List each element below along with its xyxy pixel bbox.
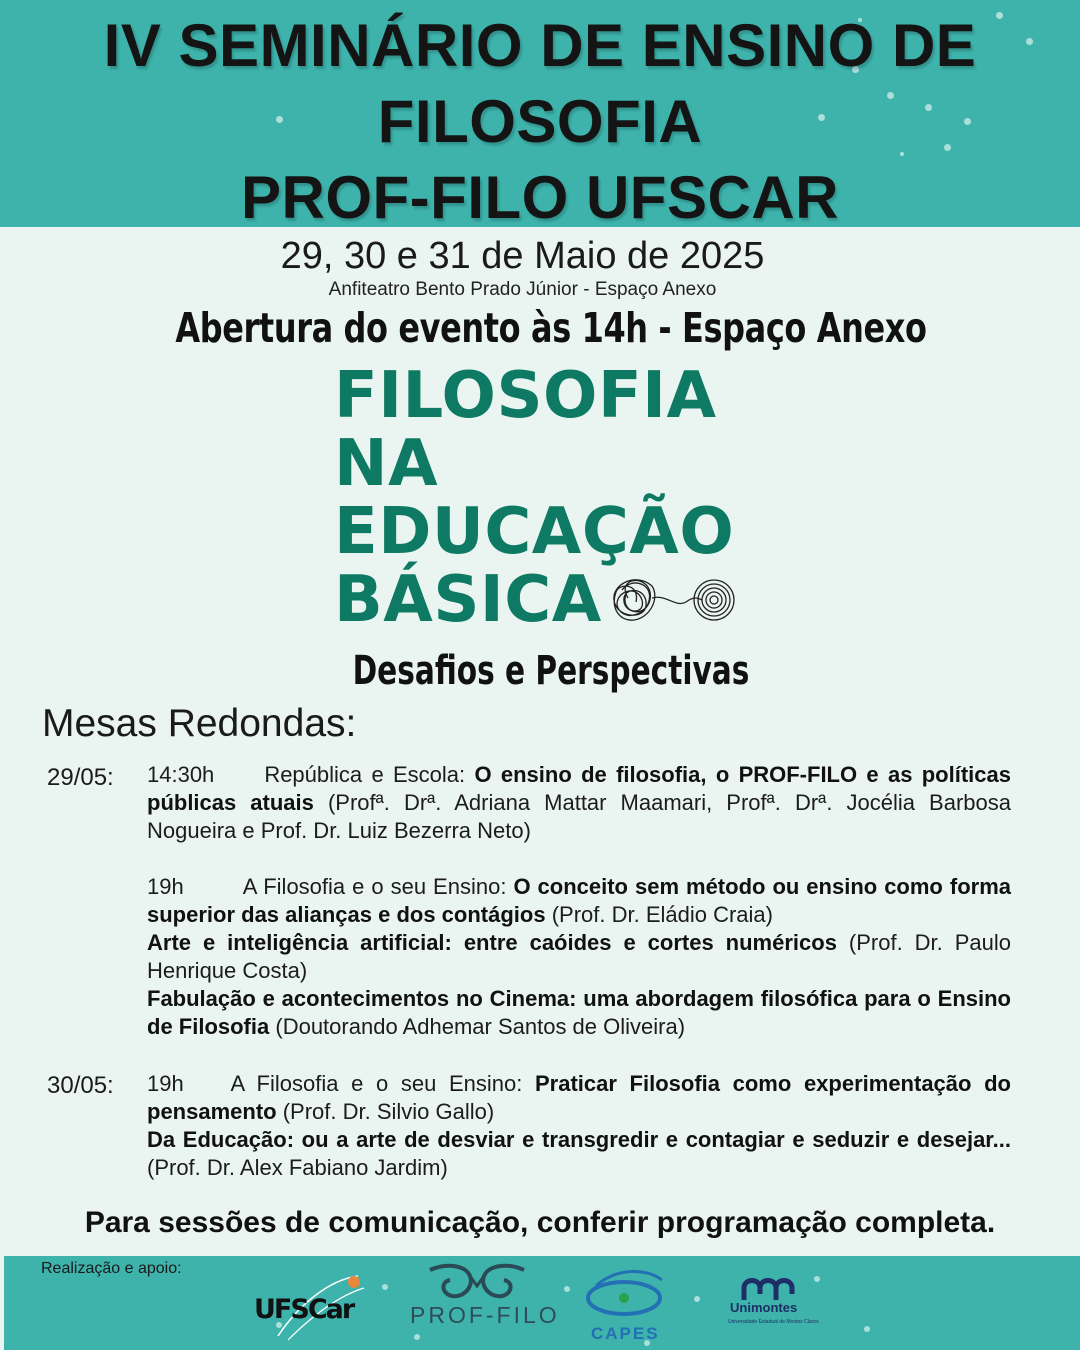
day-label-1: 29/05:	[47, 764, 114, 791]
sponsor-label: Realização e apoio:	[41, 1260, 182, 1277]
session-table: República e Escola:	[264, 762, 466, 787]
session-title: O ensino de filosofia, o PROF-FILO e as políticas públicas atuais	[147, 762, 1011, 815]
schedule-heading: Mesas Redondas:	[42, 702, 357, 745]
program-note: Para sessões de comunicação, conferir programação completa.	[84, 1206, 996, 1239]
session-title: Da Educação: ou a arte de desviar e transgredir e contagiar e seduzir e desejar...	[147, 1127, 1011, 1152]
event-venue: Anfiteatro Bento Prado Júnior - Espaço Anexo	[328, 279, 717, 300]
session-table: A Filosofia e o seu Ensino:	[230, 1071, 523, 1096]
title-line-3: PROF-FILO UFSCAR	[241, 164, 839, 227]
title-line-2: FILOSOFIA	[377, 88, 703, 155]
unimontes-logo-icon	[726, 1274, 818, 1346]
decor-dot	[564, 1286, 570, 1292]
session-speakers: (Prof. Dr. Paulo Henrique Costa)	[147, 930, 1011, 983]
session-speakers: (Prof. Dr. Alex Fabiano Jardim)	[147, 1155, 448, 1180]
sponsor-bar	[4, 1256, 1080, 1350]
session-speakers: (Prof. Dr. Silvio Gallo)	[282, 1099, 495, 1124]
ufscar-logo-text: UFSCar	[254, 1294, 354, 1325]
theme-line-3: EDUCAÇÃO	[334, 495, 735, 569]
theme-line-4: BÁSICA	[334, 563, 602, 637]
title-line-1: IV SEMINÁRIO DE ENSINO DE	[103, 12, 977, 79]
owl-logo-icon	[404, 1262, 560, 1348]
session-item	[147, 761, 1011, 845]
session-title: Fabulação e acontecimentos no Cinema: uma abordagem filosófica para o Ensino de Filosofia	[147, 986, 1011, 1039]
event-opening: Abertura do evento às 14h - Espaço Anexo	[175, 304, 927, 352]
day-label-2: 30/05:	[47, 1072, 114, 1099]
session-time: 19h	[147, 874, 184, 899]
theme-subtitle: Desafios e Perspectivas	[352, 648, 750, 694]
capes-logo-text: CAPES	[591, 1324, 660, 1343]
scribble-spiral-icon	[606, 568, 740, 628]
ufscar-logo-icon	[248, 1266, 372, 1346]
unimontes-logo-caption: Universidade Estadual de Montes Claros	[728, 1319, 819, 1325]
session-item	[147, 1070, 1011, 1126]
decor-dot	[864, 1326, 870, 1332]
theme-line-2: NA	[334, 427, 439, 501]
theme-line-1: FILOSOFIA	[334, 359, 717, 433]
unimontes-logo-text: Unimontes	[730, 1300, 798, 1315]
session-title: Praticar Filosofia como experimentação do pensamento	[147, 1071, 1011, 1124]
session-speakers: (Profª. Drª. Adriana Mattar Maamari, Profª. Drª. Jocélia Barbosa Nogueira e Prof. Dr. Luiz Bezerra Neto)	[147, 790, 1011, 843]
session-time: 14:30h	[147, 762, 215, 787]
day-2-sessions	[147, 1070, 1011, 1182]
session-item	[147, 985, 1011, 1041]
session-title: Arte e inteligência artificial: entre caóides e cortes numéricos	[147, 930, 837, 955]
session-item	[147, 1126, 1011, 1182]
session-item	[147, 929, 1011, 985]
decor-dot	[694, 1296, 700, 1302]
day-1-sessions	[147, 761, 1011, 845]
session-speakers: (Doutorando Adhemar Santos de Oliveira)	[275, 1014, 686, 1039]
decor-dot	[382, 1284, 388, 1290]
session-table: A Filosofia e o seu Ensino:	[242, 874, 507, 899]
session-time: 19h	[147, 1071, 184, 1096]
prof-filo-logo-text: PROF-FILO	[410, 1302, 560, 1328]
session-speakers: (Prof. Dr. Eládio Craia)	[551, 902, 773, 927]
event-date: 29, 30 e 31 de Maio de 2025	[280, 235, 765, 277]
session-title: O conceito sem método ou ensino como forma superior das alianças e dos contágios	[147, 874, 1011, 927]
session-item	[147, 873, 1011, 929]
page-title	[0, 8, 1080, 227]
header-banner	[0, 0, 1080, 227]
day-1-evening-sessions	[147, 873, 1011, 1041]
capes-logo-icon	[582, 1266, 672, 1348]
